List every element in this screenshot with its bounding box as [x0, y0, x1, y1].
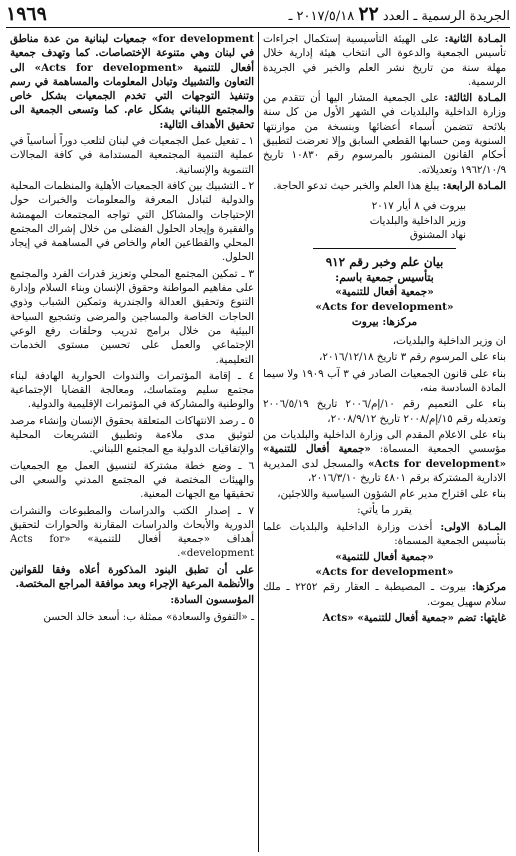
closing-clause: على أن تطبق البنود المذكورة أعلاه وفقا للقوانين والأنظمة المرعية الإجراء وبعد موافقة المراجع المختصة. — [10, 563, 254, 590]
decision-name-en: «Acts for development» — [315, 566, 454, 579]
headquarters-detail: مركزها: بيروت ـ المصيطبة ـ العقار رقم ٢٢٥٢ ـ ملك سلام سهيل يموت. — [263, 581, 507, 608]
running-title — [289, 3, 510, 25]
page-header — [6, 4, 510, 28]
goal-item-6: ٦ ـ وضع خطة مشتركة لتنسيق العمل مع الجمعيات والهيئات المختصة في المجتمع المدني والسعي الى تحقيقها مع الجهات المعنية. — [10, 459, 254, 501]
sign-title: وزير الداخلية والبلديات — [369, 214, 466, 227]
goal-item-7: ٧ ـ إصدار الكتب والدراسات والمطبوعات والنشرات الدورية والأبحاث والدراسات المقارنة والحوارات لتحقيق أهداف «جمعية أفعال للتنمية» «Acts for development». — [10, 504, 254, 560]
issue-date: ٢٠١٧/٥/١٨ ـ — [288, 9, 355, 24]
goal-item-5: ٥ ـ رصد الانتهاكات المتعلقة بحقوق الإنسان وإنشاء مرصد لتوثيق مدى ملاءمة وتطبيق التشريعات المحلية والإتفاقيات الدولية مع المجتمع اللبناني. — [10, 414, 254, 456]
decision-article-1: المـادة الاولى: أخذت وزارة الداخلية والبلديات علما بتأسيس الجمعية المسماة: — [263, 520, 506, 548]
preamble-2: بناء على المرسوم رقم ٣ تاريخ ٢٠١٦/١٢/١٨، — [319, 351, 506, 364]
goal-item-2: ٢ ـ التشبيك بين كافة الجمعيات الأهلية والمنظمات المحلية والدولية لتبادل المعرفة والمعلومات والخبرات حول الإحتياجات والمشاكل التي تواجه المجتمعات المهمشة والفقيرة وإيجاد الحلول الفضلى من خلال إشراك المجتمع المحلي والقطاعين العام والخاص في المساهمة في إيجاد الحلول. — [10, 179, 254, 264]
association-name-ar: «جمعية أفعال للتنمية» — [335, 286, 434, 299]
founder-1: ـ «التفوق والسعادة» ممثلة ب: أسعد خالد الحسن — [43, 610, 254, 623]
goal-item-3: ٣ ـ تمكين المجتمع المحلي وتعزيز قدرات الفرد والمجتمع على مفاهيم المواطنة وحقوق الإنسان وبناء السلام وإدارة التنوع وتحقيق العدالة والجندرية وتمكين الشباب وذوي الحاجات الخاصة والمساجين والمرضى وتشجيع السياحة البيئية من خلال برامج تدريب وحلقات رفع الوعي الإجتماعي والعمل على تحسين مستوى الخدمات التعليمية. — [10, 267, 254, 366]
page-number: ١٩٦٩ — [6, 3, 47, 25]
goals-intro-continued: for development» جمعيات لبنانية من عدة مناطق في لبنان وهي متنوعة الإختصاصات. كما وتهدف جمعية أفعال للتنمية «Acts for development» الى التعاون والتشبيك وتبادل المعلومات والمساهمة في رسم وتنفيذ التوجهات التي تخدم الجمعيات بشكل خاص والمجتمع اللبناني بشكل عام. كما وتسعى الجمعية الى تحقيق الأهداف التالية: — [10, 33, 255, 131]
issue-number: ٢٢ — [358, 3, 379, 25]
sign-place-date: بيروت في ٨ أيار ٢٠١٧ — [371, 200, 466, 213]
decision-name-ar: «جمعية أفعال للتنمية» — [335, 551, 434, 564]
notice-subtitle: بتأسيس جمعية باسم: — [335, 271, 434, 285]
preamble-6: بناء على اقتراح مدير عام الشؤون السياسية واللاجئين، — [277, 488, 506, 501]
headquarters-line: مركزها: بيروت — [351, 316, 418, 329]
article-2: المـادة الثانية: على الهيئة التأسيسية إستكمال اجراءات تأسيس الجمعية والدعوة الى انتخاب هيئة إدارية خلال مهلة سنة من تاريخ نشر العلم والخبر في الجريدة الرسمية. — [263, 33, 506, 88]
two-column-body — [6, 32, 510, 852]
signature-block — [263, 199, 506, 242]
preamble-5: بناء على الاعلام المقدم الى وزارة الداخلية والبلديات من مؤسسي الجمعية المسماة: «جمعية أفعال للتنمية» «Acts for development» والمسجل لدى المديرية الادارية المشتركة برقم ٤٨٠١ تاريخ ٢٠١٦/٣/١٠، — [263, 428, 506, 484]
founders-heading: المؤسسون السادة: — [170, 594, 254, 607]
section-divider — [313, 248, 456, 249]
article-4: المـادة الرابعة: يبلغ هذا العلم والخبر حيث تدعو الحاجة. — [273, 179, 506, 192]
right-column — [258, 32, 510, 852]
left-column — [6, 32, 258, 852]
decision-line: يقرر ما يأتي: — [357, 504, 412, 517]
preamble-4: بناء على التعميم رقم ١٠/إم/٢٠٠٦ تاريخ ٢٠٠٦/٥/١٩ وتعديله رقم ١٥/إم/٢٠٠٨ تاريخ ٢٠٠٨/٩/١٢، — [263, 398, 506, 425]
article-3: المـادة الثالثة: على الجمعية المشار اليها أن تتقدم من وزارة الداخلية والبلديات في الشهر الأول من كل سنة بلائحة تتضمن أسماء أعضائها وبنسخة من موازنتها السنوية ومن حسابها القطعي السابق وإلا تعرضت لتطبيق أحكام القانون المنشور بالمرسوم رقم ١٠٨٣٠ تاريخ ١٩٦٢/١٠/٩ وتعديلاته. — [263, 92, 507, 176]
publication-name: الجريدة الرسمية ـ العدد — [382, 9, 510, 24]
preamble-3: بناء على قانون الجمعيات الصادر في ٣ آب ١٩٠٩ ولا سيما المادة السادسة منه، — [263, 367, 507, 395]
sign-name: نهاد المشنوق — [409, 228, 466, 241]
goal-item-4: ٤ ـ إقامة المؤتمرات والندوات الحوارية الهادفة لبناء مجتمع سليم ومتماسك، ومعالجة القضايا الإجتماعية والوطنية والمشاركة في المؤتمرات الإقليمية والدولية. — [10, 369, 254, 411]
notice-title: بيان علم وخبر رقم ٩١٢ — [325, 255, 444, 270]
association-name-en: «Acts for development» — [315, 301, 454, 314]
goal-item-1: ١ ـ تفعيل عمل الجمعيات في لبنان لتلعب دوراً أساسياً في عملية التنمية المجتمعية المستدامة في كافة المجالات التنموية والإنسانية. — [10, 135, 254, 176]
preamble-1: ان وزير الداخلية والبلديات، — [392, 335, 506, 348]
goals-intro: غايتها: تضم «جمعية أفعال للتنمية» «Acts — [322, 611, 506, 624]
